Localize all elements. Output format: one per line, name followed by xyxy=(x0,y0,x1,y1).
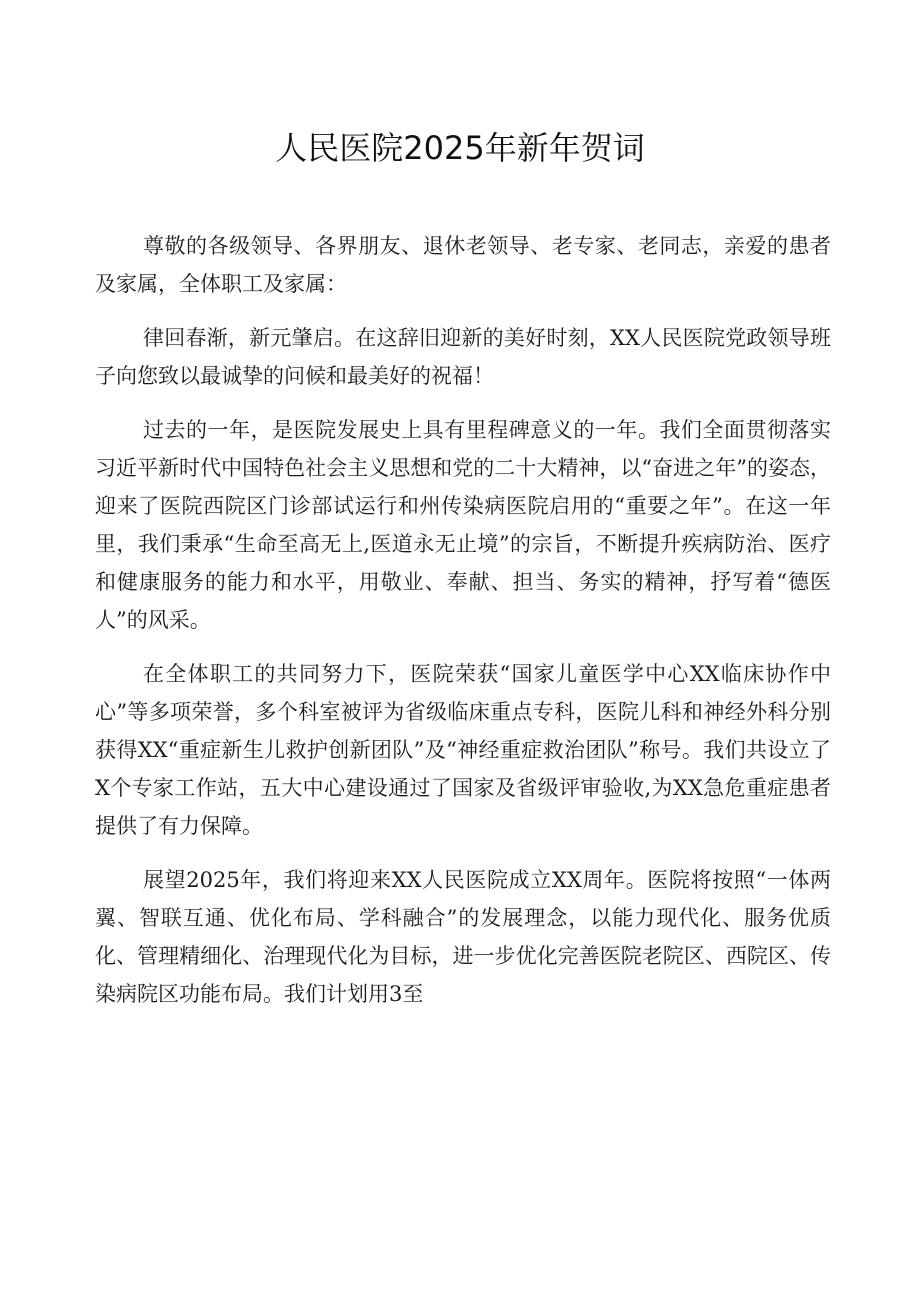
achievements-paragraph: 在全体职工的共同努力下，医院荣获“国家儿童医学中心XX临床协作中心”等多项荣誉，多个科室被评为省级临床重点专科，医院儿科和神经外科分别获得XX“重症新生儿救护创新团队”及“神经重症救治团队”称号。我们共设立了X个专家工作站，五大中心建设通过了国家及省级评审验收,为XX急危重症患者提供了有力保障。 xyxy=(95,662,831,838)
review-paragraph: 过去的一年，是医院发展史上具有里程碑意义的一年。我们全面贯彻落实习近平新时代中国特色社会主义思想和党的二十大精神，以“奋进之年”的姿态，迎来了医院西院区门诊部试运行和州传染病医院启用的“重要之年”。在这一年里，我们秉承“生命至高无上,医道永无止境”的宗旨，不断提升疾病防治、医疗和健康服务的能力和水平，用敬业、奉献、担当、务实的精神，抒写着“德医人”的风采。 xyxy=(95,418,831,632)
outlook-paragraph: 展望2025年，我们将迎来XX人民医院成立XX周年。医院将按照“一体两翼、智联互通、优化布局、学科融合”的发展理念，以能力现代化、服务优质化、管理精细化、治理现代化为目标，进一步优化完善医院老院区、西院区、传染病院区功能布局。我们计划用3至 xyxy=(95,868,831,1006)
document-body xyxy=(95,227,831,1029)
document-title: 人民医院2025年新年贺词 xyxy=(275,129,645,167)
greeting-paragraph: 律回春渐，新元肇启。在这辞旧迎新的美好时刻，XX人民医院党政领导班子向您致以最诚挚的问候和最美好的祝福！ xyxy=(95,326,831,388)
salutation-paragraph: 尊敬的各级领导、各界朋友、退休老领导、老专家、老同志，亲爱的患者及家属，全体职工及家属： xyxy=(95,234,831,296)
